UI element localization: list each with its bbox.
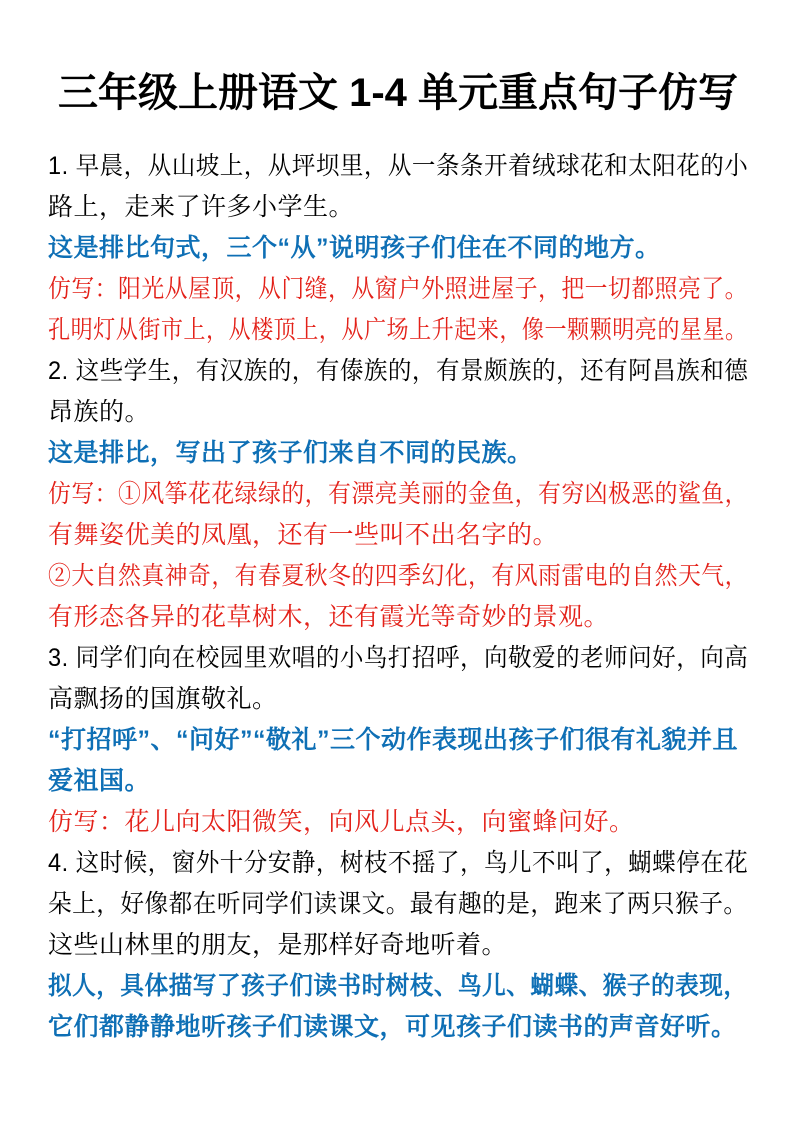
analysis-text: 它们都静静地听孩子们读课文，可见孩子们读书的声音好听。 (48, 1013, 737, 1041)
imitation-line (48, 269, 748, 310)
analysis-text: 爱祖国。 (48, 767, 151, 795)
imitation-line (48, 515, 748, 556)
analysis-text: 拟人，具体描写了孩子们读书时树枝、鸟儿、蝴蝶、猴子的表现， (48, 972, 748, 1000)
analysis-line (48, 761, 748, 802)
analysis-text: “打招呼”、“问好”“敬礼”三个动作表现出孩子们很有礼貌并且 (48, 726, 739, 754)
sentence-line (48, 638, 748, 679)
analysis-line (48, 433, 748, 474)
imitation-line (48, 310, 748, 351)
exercise-item-2 (48, 351, 748, 638)
analysis-line (48, 720, 748, 761)
sentence-text: 2. 这些学生，有汉族的，有傣族的，有景颇族的，还有阿昌族和德 (48, 357, 749, 385)
sentence-text: 昂族的。 (48, 398, 151, 426)
sentence-text: 3. 同学们向在校园里欢唱的小鸟打招呼，向敬爱的老师问好，向高 (48, 644, 749, 672)
sentence-text: 路上，走来了许多小学生。 (48, 193, 355, 221)
imitation-line (48, 802, 748, 843)
exercise-item-3 (48, 638, 748, 843)
sentence-line (48, 925, 748, 966)
sentence-line (48, 187, 748, 228)
sentence-text: 朵上，好像都在听同学们读课文。最有趣的是，跑来了两只猴子。 (48, 890, 748, 918)
analysis-line (48, 1007, 748, 1048)
worksheet-content (48, 146, 748, 1048)
imitation-text: ②大自然真神奇，有春夏秋冬的四季幻化，有风雨雷电的自然天气， (48, 562, 748, 590)
sentence-line (48, 884, 748, 925)
imitation-text: 有舞姿优美的凤凰，还有一些叫不出名字的。 (48, 521, 559, 549)
imitation-text: 有形态各异的花草树木，还有霞光等奇妙的景观。 (48, 603, 610, 631)
page-title: 三年级上册语文 1-4 单元重点句子仿写 (57, 71, 739, 115)
sentence-line (48, 146, 748, 187)
imitation-line (48, 556, 748, 597)
analysis-text: 这是排比，写出了孩子们来自不同的民族。 (48, 439, 533, 467)
imitation-line (48, 597, 748, 638)
analysis-line (48, 966, 748, 1007)
exercise-item-1 (48, 146, 748, 351)
exercise-item-4 (48, 843, 748, 1048)
sentence-line (48, 843, 748, 884)
analysis-line (48, 228, 748, 269)
sentence-text: 高飘扬的国旗敬礼。 (48, 685, 278, 713)
sentence-text: 4. 这时候，窗外十分安静，树枝不摇了，鸟儿不叫了，蝴蝶停在花 (48, 849, 749, 877)
imitation-text: 孔明灯从街市上，从楼顶上，从广场上升起来，像一颗颗明亮的星星。 (48, 316, 748, 344)
imitation-text: 仿写：花儿向太阳微笑，向风儿点头，向蜜蜂问好。 (48, 808, 635, 836)
sentence-line (48, 351, 748, 392)
sentence-text: 这些山林里的朋友，是那样好奇地听着。 (48, 931, 508, 959)
analysis-text: 这是排比句式，三个“从”说明孩子们住在不同的地方。 (48, 234, 661, 262)
sentence-line (48, 679, 748, 720)
sentence-line (48, 392, 748, 433)
imitation-text: 仿写：阳光从屋顶，从门缝，从窗户外照进屋子，把一切都照亮了。 (48, 275, 748, 303)
sentence-text: 1. 早晨，从山坡上，从坪坝里，从一条条开着绒球花和太阳花的小 (48, 152, 749, 180)
imitation-line (48, 474, 748, 515)
imitation-text: 仿写：①风筝花花绿绿的，有漂亮美丽的金鱼，有穷凶极恶的鲨鱼， (48, 480, 748, 508)
